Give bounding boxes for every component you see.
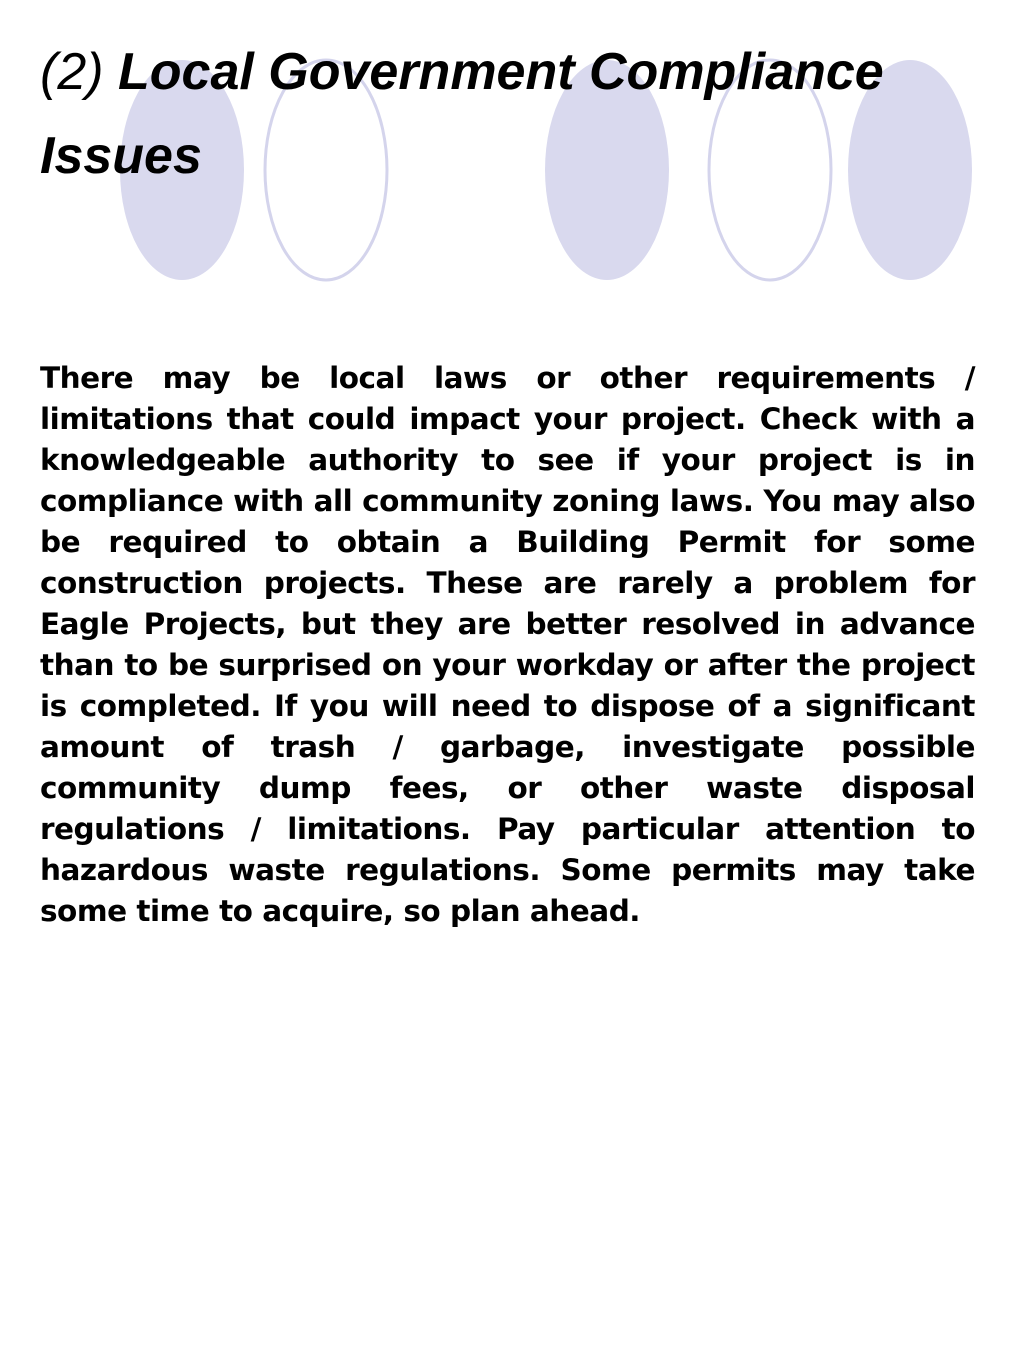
body-paragraph: There may be local laws or other requirements / limitations that could impact your project. Check with a knowledgeable authority to see if your project is in compliance with all community zoning laws. You may also be required to obtain a Building Permit for some construction projects. These are rarely a problem for Eagle Projects, but they are better resolved in advance than to be surprised on your workday or after the project is completed. If you will need to dispose of a significant amount of trash / garbage, investigate possible community dump fees, or other waste disposal regulations / limitations. Pay particular attention to hazardous waste regulations. Some permits may take some time to acquire, so plan ahead. xyxy=(40,361,975,928)
title-text: Local Government Compliance Issues xyxy=(40,43,884,185)
slide-title xyxy=(40,30,1000,198)
title-number: (2) xyxy=(40,43,118,101)
